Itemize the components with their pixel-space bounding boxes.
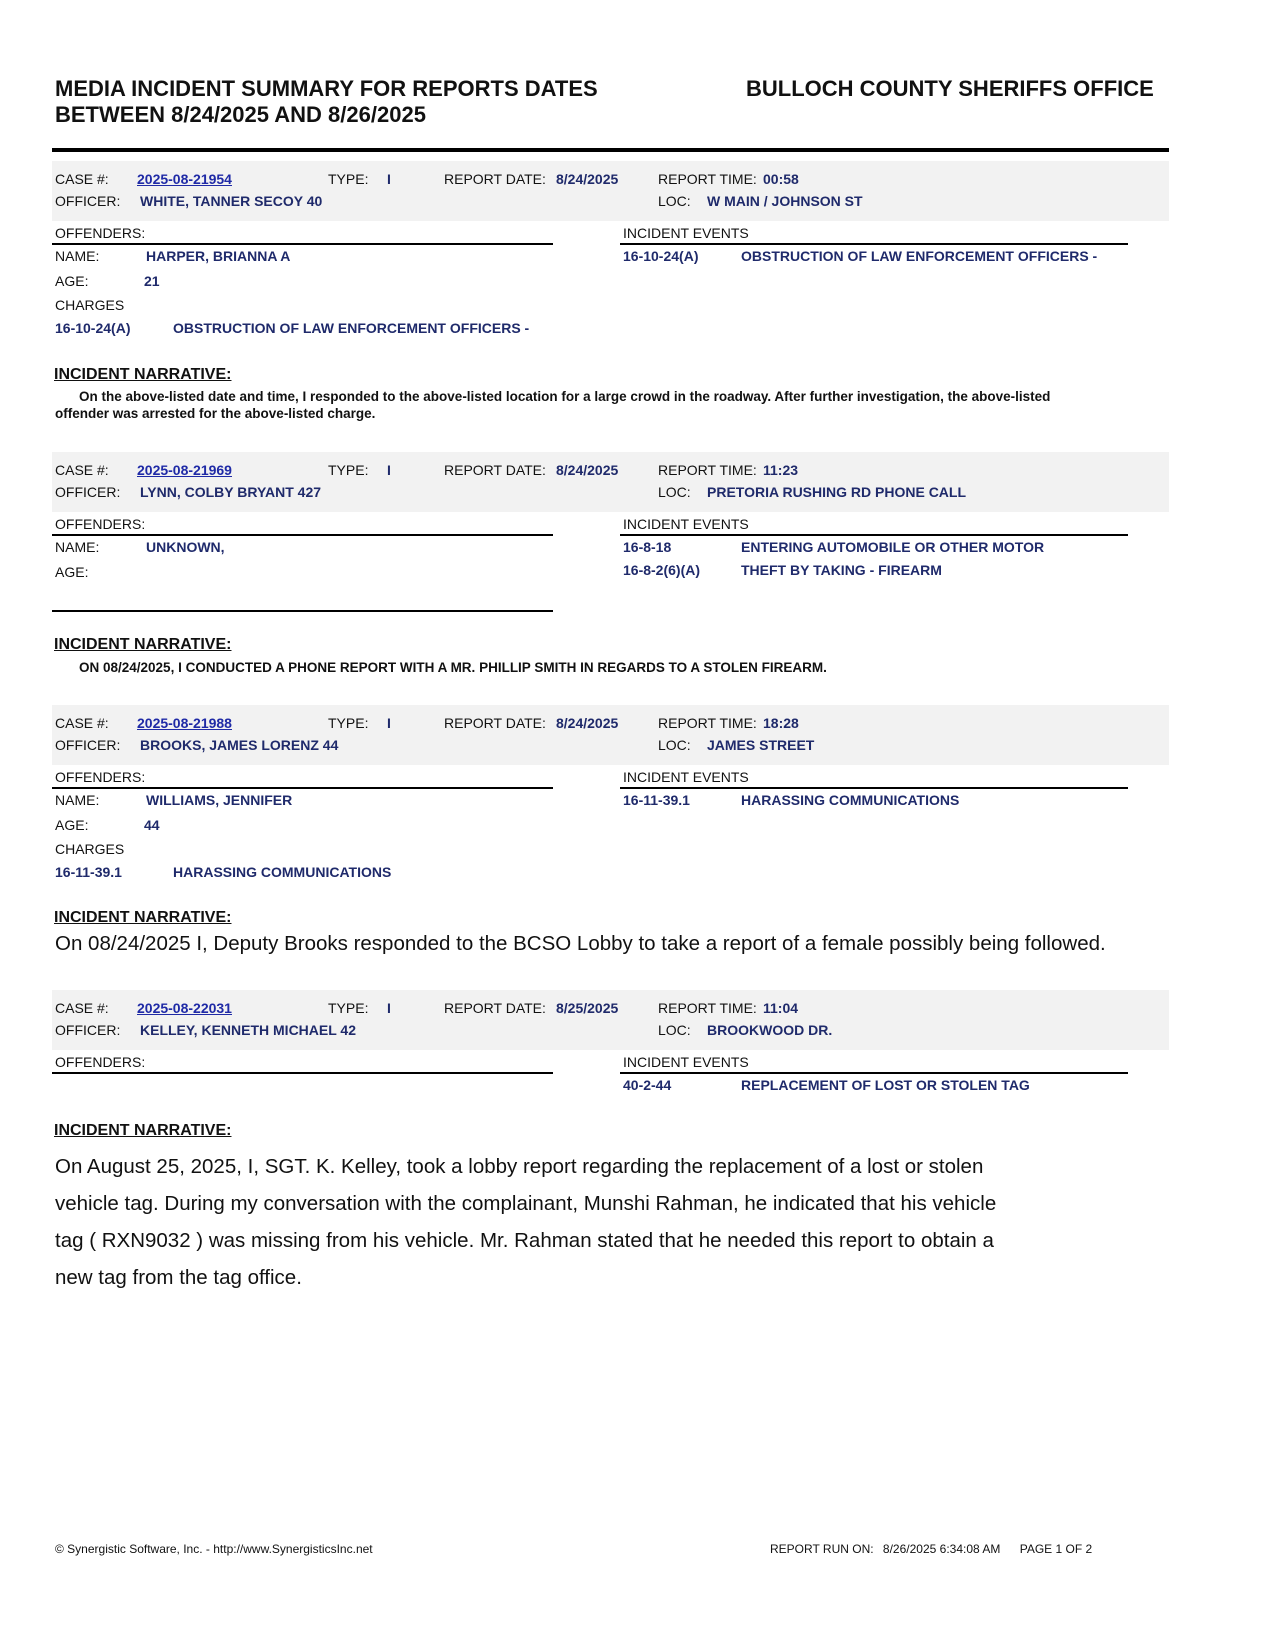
location-label: LOC: (658, 484, 691, 500)
location-value: JAMES STREET (707, 737, 815, 753)
page-number: PAGE 1 OF 2 (1019, 1542, 1093, 1556)
type-value: I (387, 462, 391, 478)
type-label: TYPE: (328, 1000, 369, 1016)
name-label: NAME: (55, 539, 100, 555)
event-description: ENTERING AUTOMOBILE OR OTHER MOTOR (741, 539, 1045, 555)
case-number-label: CASE #: (55, 462, 109, 478)
narrative-line-3: tag ( RXN9032 ) was missing from his vehicle. Mr. Rahman stated that he needed this report to obtain a (55, 1229, 994, 1252)
narrative-text (55, 1148, 1165, 1296)
name-label: NAME: (55, 248, 100, 264)
incident-events-label: INCIDENT EVENTS (623, 516, 749, 532)
case-header (52, 990, 1169, 1050)
event-description: HARASSING COMMUNICATIONS (741, 792, 960, 808)
location-value: PRETORIA RUSHING RD PHONE CALL (707, 484, 967, 500)
incident-events-label: INCIDENT EVENTS (623, 1054, 749, 1070)
agency-name: BULLOCH COUNTY SHERIFFS OFFICE (746, 76, 1154, 101)
report-title-line-1: MEDIA INCIDENT SUMMARY FOR REPORTS DATES (55, 76, 598, 101)
offenders-label: OFFENDERS: (55, 225, 146, 241)
location-label: LOC: (658, 193, 691, 209)
case-number-label: CASE #: (55, 1000, 109, 1016)
report-run-label: REPORT RUN ON: (770, 1542, 874, 1556)
offenders-divider (52, 787, 553, 789)
location-label: LOC: (658, 1022, 691, 1038)
report-time-label: REPORT TIME: (658, 715, 757, 731)
incident-events-label: INCIDENT EVENTS (623, 769, 749, 785)
case-number-link[interactable]: 2025-08-21954 (137, 171, 232, 187)
offenders-label: OFFENDERS: (55, 516, 146, 532)
location-label: LOC: (658, 737, 691, 753)
narrative-title: INCIDENT NARRATIVE: (54, 1122, 232, 1139)
offenders-end-divider (52, 610, 553, 612)
narrative-line-1: On the above-listed date and time, I responded to the above-listed location for a large crowd in the roadway. After further investigation, the above-listed (79, 389, 1051, 404)
event-description: REPLACEMENT OF LOST OR STOLEN TAG (741, 1077, 1030, 1093)
report-date-value: 8/24/2025 (556, 171, 619, 187)
case-record (52, 990, 1169, 1289)
report-title-line-2: BETWEEN 8/24/2025 AND 8/26/2025 (55, 102, 426, 127)
offenders-label: OFFENDERS: (55, 769, 146, 785)
type-value: I (387, 715, 391, 731)
case-record (52, 452, 1169, 675)
events-divider (620, 1072, 1128, 1074)
type-value: I (387, 171, 391, 187)
type-label: TYPE: (328, 171, 369, 187)
report-date-label: REPORT DATE: (444, 715, 546, 731)
report-date-label: REPORT DATE: (444, 1000, 546, 1016)
events-divider (620, 787, 1128, 789)
report-time-value: 11:23 (763, 462, 799, 478)
offenders-divider (52, 243, 553, 245)
charge-description: HARASSING COMMUNICATIONS (173, 864, 392, 880)
type-label: TYPE: (328, 462, 369, 478)
age-label: AGE: (55, 817, 89, 833)
report-date-value: 8/24/2025 (556, 715, 619, 731)
officer-value: LYNN, COLBY BRYANT 427 (140, 484, 322, 500)
event-description: THEFT BY TAKING - FIREARM (741, 562, 942, 578)
narrative-title: INCIDENT NARRATIVE: (54, 366, 232, 383)
narrative-line-2: offender was arrested for the above-listed charge. (55, 406, 376, 421)
offender-name: UNKNOWN, (146, 539, 225, 555)
case-number-link[interactable]: 2025-08-22031 (137, 1000, 232, 1016)
event-code: 16-8-18 (623, 539, 672, 555)
charge-code: 16-10-24(A) (55, 320, 131, 336)
case-number-link[interactable]: 2025-08-21969 (137, 462, 232, 478)
header-divider (52, 148, 1169, 152)
report-time-value: 00:58 (763, 171, 799, 187)
location-value: W MAIN / JOHNSON ST (707, 193, 863, 209)
officer-label: OFFICER: (55, 484, 121, 500)
report-title (55, 76, 695, 128)
footer-copyright: © Synergistic Software, Inc. - http://www.SynergisticsInc.net (55, 1542, 373, 1556)
event-code: 40-2-44 (623, 1077, 672, 1093)
narrative-text (55, 388, 1155, 422)
offenders-divider (52, 1072, 553, 1074)
incident-events-label: INCIDENT EVENTS (623, 225, 749, 241)
events-divider (620, 243, 1128, 245)
case-header (52, 161, 1169, 221)
offenders-label: OFFENDERS: (55, 1054, 146, 1070)
offender-name: WILLIAMS, JENNIFER (146, 792, 293, 808)
type-label: TYPE: (328, 715, 369, 731)
offender-age: 21 (144, 273, 160, 289)
report-run-value: 8/26/2025 6:34:08 AM (882, 1542, 1001, 1556)
case-record (52, 161, 1169, 421)
offender-age: 44 (144, 817, 160, 833)
narrative-text: On 08/24/2025 I, Deputy Brooks responded to the BCSO Lobby to take a report of a female possibly being followed. (55, 932, 1106, 955)
report-time-value: 11:04 (763, 1000, 799, 1016)
location-value: BROOKWOOD DR. (707, 1022, 833, 1038)
charges-label: CHARGES (55, 297, 125, 313)
offender-name: HARPER, BRIANNA A (146, 248, 291, 264)
narrative-line-4: new tag from the tag office. (55, 1266, 302, 1289)
narrative-line-2: vehicle tag. During my conversation with the complainant, Munshi Rahman, he indicated that his vehicle (55, 1192, 997, 1215)
case-header (52, 452, 1169, 512)
officer-value: WHITE, TANNER SECOY 40 (140, 193, 323, 209)
officer-label: OFFICER: (55, 193, 121, 209)
officer-value: BROOKS, JAMES LORENZ 44 (140, 737, 339, 753)
narrative-text: ON 08/24/2025, I CONDUCTED A PHONE REPORT WITH A MR. PHILLIP SMITH IN REGARDS TO A STOLEN FIREARM. (79, 660, 827, 675)
footer-run-info (770, 1542, 1092, 1556)
report-date-value: 8/25/2025 (556, 1000, 619, 1016)
charges-label: CHARGES (55, 841, 125, 857)
event-code: 16-10-24(A) (623, 248, 699, 264)
report-time-label: REPORT TIME: (658, 171, 757, 187)
report-date-label: REPORT DATE: (444, 171, 546, 187)
event-description: OBSTRUCTION OF LAW ENFORCEMENT OFFICERS - (741, 248, 1098, 264)
event-code: 16-8-2(6)(A) (623, 562, 701, 578)
report-time-value: 18:28 (763, 715, 799, 731)
narrative-line-1: On August 25, 2025, I, SGT. K. Kelley, took a lobby report regarding the replacement of a lost or stolen (55, 1155, 984, 1178)
charge-code: 16-11-39.1 (55, 864, 122, 880)
report-time-label: REPORT TIME: (658, 1000, 757, 1016)
report-date-value: 8/24/2025 (556, 462, 619, 478)
name-label: NAME: (55, 792, 100, 808)
case-header (52, 705, 1169, 765)
event-code: 16-11-39.1 (623, 792, 690, 808)
narrative-title: INCIDENT NARRATIVE: (54, 636, 232, 653)
narrative-title: INCIDENT NARRATIVE: (54, 909, 232, 926)
officer-label: OFFICER: (55, 737, 121, 753)
officer-value: KELLEY, KENNETH MICHAEL 42 (140, 1022, 356, 1038)
age-label: AGE: (55, 273, 89, 289)
type-value: I (387, 1000, 391, 1016)
report-date-label: REPORT DATE: (444, 462, 546, 478)
officer-label: OFFICER: (55, 1022, 121, 1038)
case-number-label: CASE #: (55, 715, 109, 731)
case-record (52, 705, 1169, 955)
age-label: AGE: (55, 564, 89, 580)
case-number-label: CASE #: (55, 171, 109, 187)
case-number-link[interactable]: 2025-08-21988 (137, 715, 232, 731)
report-time-label: REPORT TIME: (658, 462, 757, 478)
events-divider (620, 534, 1128, 536)
charge-description: OBSTRUCTION OF LAW ENFORCEMENT OFFICERS - (173, 320, 530, 336)
offenders-divider (52, 534, 553, 536)
